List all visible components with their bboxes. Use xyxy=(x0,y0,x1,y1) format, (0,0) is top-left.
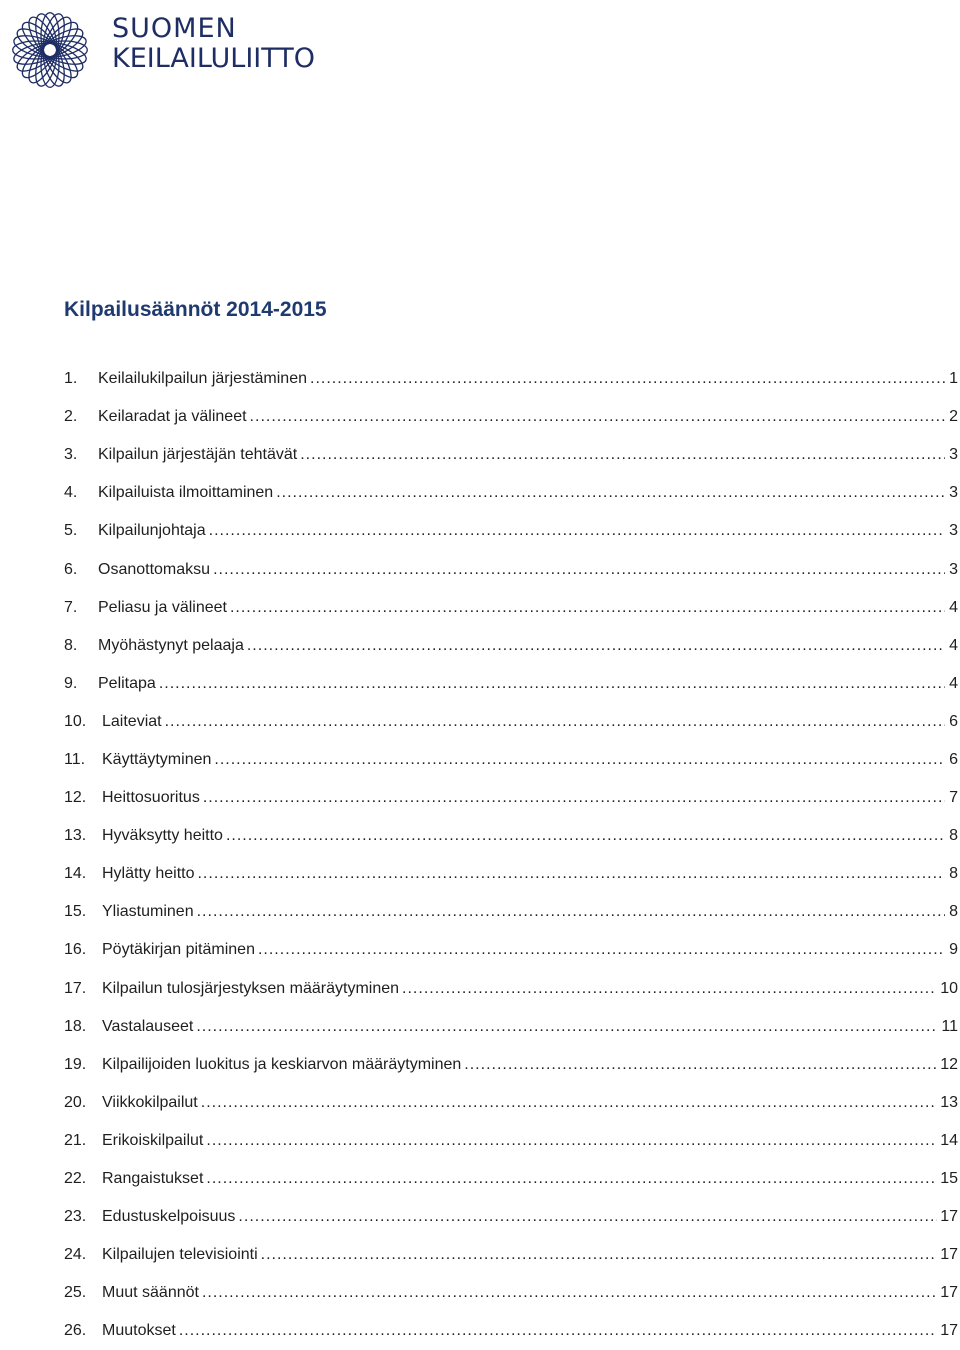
toc-entry[interactable] xyxy=(64,550,958,588)
toc-entry-page: 1 xyxy=(949,370,958,388)
federation-logo xyxy=(0,0,330,100)
toc-dot-leader xyxy=(214,751,945,769)
toc-entry-number: 11. xyxy=(64,750,86,768)
toc-entry-label: Viikkokilpailut xyxy=(102,1093,198,1111)
toc-entry-page: 15 xyxy=(940,1170,958,1188)
toc-entry-number: 15. xyxy=(64,903,87,921)
toc-dot-leader xyxy=(276,484,945,502)
toc-entry-page: 11 xyxy=(941,1017,958,1035)
toc-dot-leader xyxy=(300,446,945,464)
toc-dot-leader xyxy=(238,1208,937,1226)
toc-entry-number: 22. xyxy=(64,1170,87,1188)
toc-entry[interactable] xyxy=(64,360,958,398)
toc-entry-page: 6 xyxy=(949,750,958,768)
toc-entry-page: 17 xyxy=(940,1246,958,1264)
toc-entry-number: 20. xyxy=(64,1093,87,1111)
toc-entry-number: 12. xyxy=(64,789,87,807)
toc-entry-label: Kilpailunjohtaja xyxy=(98,522,206,540)
table-of-contents xyxy=(64,360,958,1350)
toc-entry[interactable] xyxy=(64,855,958,893)
toc-entry[interactable] xyxy=(64,589,958,627)
toc-dot-leader xyxy=(206,1170,937,1188)
toc-entry-label: Heittosuoritus xyxy=(102,789,200,807)
document-title: Kilpailusäännöt 2014-2015 xyxy=(64,298,327,321)
rosette-logo-icon xyxy=(0,0,100,100)
toc-entry-label: Pelitapa xyxy=(98,674,156,692)
toc-entry[interactable] xyxy=(64,1274,958,1312)
toc-entry[interactable] xyxy=(64,398,958,436)
toc-dot-leader xyxy=(226,827,945,845)
toc-entry-number: 10. xyxy=(64,712,87,730)
toc-entry-label: Peliasu ja välineet xyxy=(98,598,227,616)
toc-entry-number: 14. xyxy=(64,865,87,883)
toc-entry-number: 24. xyxy=(64,1246,87,1264)
toc-entry-page: 4 xyxy=(949,674,958,692)
toc-entry-page: 12 xyxy=(940,1055,958,1073)
toc-entry[interactable] xyxy=(64,665,958,703)
toc-entry-label: Pöytäkirjan pitäminen xyxy=(102,941,255,959)
toc-entry-label: Edustuskelpoisuus xyxy=(102,1208,236,1226)
toc-entry[interactable] xyxy=(64,1084,958,1122)
toc-entry[interactable] xyxy=(64,1122,958,1160)
toc-dot-leader xyxy=(247,637,945,655)
toc-entry[interactable] xyxy=(64,741,958,779)
toc-dot-leader xyxy=(464,1056,937,1074)
toc-dot-leader xyxy=(197,903,945,921)
toc-entry-label: Kilpailun tulosjärjestyksen määräytyminen xyxy=(102,979,400,997)
toc-entry[interactable] xyxy=(64,703,958,741)
toc-entry-label: Kilpailuista ilmoittaminen xyxy=(98,484,274,502)
toc-entry[interactable] xyxy=(64,512,958,550)
toc-dot-leader xyxy=(165,713,945,731)
toc-entry-label: Laiteviat xyxy=(102,712,162,730)
toc-entry-number: 7. xyxy=(64,598,78,616)
toc-entry[interactable] xyxy=(64,893,958,931)
toc-dot-leader xyxy=(213,561,945,579)
toc-dot-leader xyxy=(197,865,945,883)
toc-entry-label: Muutokset xyxy=(102,1322,176,1340)
toc-entry[interactable] xyxy=(64,1046,958,1084)
toc-entry-page: 3 xyxy=(949,560,958,578)
toc-entry-number: 25. xyxy=(64,1284,87,1302)
toc-entry-number: 5. xyxy=(64,522,78,540)
toc-entry-number: 2. xyxy=(64,408,78,426)
toc-entry-page: 3 xyxy=(949,522,958,540)
toc-entry-label: Osanottomaksu xyxy=(98,560,211,578)
toc-entry-number: 1. xyxy=(64,370,78,388)
toc-entry-number: 17. xyxy=(64,979,87,997)
toc-entry-label: Hylätty heitto xyxy=(102,865,195,883)
toc-entry-page: 8 xyxy=(949,865,958,883)
toc-entry-page: 3 xyxy=(949,446,958,464)
toc-entry-number: 21. xyxy=(64,1131,87,1149)
toc-entry-number: 19. xyxy=(64,1055,87,1073)
toc-entry-label: Myöhästynyt pelaaja xyxy=(98,636,244,654)
toc-entry[interactable] xyxy=(64,474,958,512)
toc-dot-leader xyxy=(196,1018,938,1036)
toc-entry-label: Muut säännöt xyxy=(102,1284,199,1302)
toc-dot-leader xyxy=(179,1322,937,1340)
toc-dot-leader xyxy=(258,941,945,959)
toc-entry-label: Kilpailijoiden luokitus ja keskiarvon määräytyminen xyxy=(102,1055,462,1073)
toc-entry[interactable] xyxy=(64,817,958,855)
toc-entry-label: Kilpailujen televisiointi xyxy=(102,1246,258,1264)
toc-dot-leader xyxy=(310,370,945,388)
toc-entry[interactable] xyxy=(64,1236,958,1274)
toc-entry-label: Käyttäytyminen xyxy=(102,750,212,768)
toc-entry[interactable] xyxy=(64,779,958,817)
toc-entry[interactable] xyxy=(64,1008,958,1046)
toc-entry[interactable] xyxy=(64,1312,958,1350)
toc-entry-number: 8. xyxy=(64,636,78,654)
toc-entry[interactable] xyxy=(64,931,958,969)
toc-entry-page: 17 xyxy=(940,1322,958,1340)
toc-entry-page: 17 xyxy=(940,1284,958,1302)
toc-entry-page: 4 xyxy=(949,636,958,654)
toc-entry-page: 14 xyxy=(940,1131,958,1149)
toc-entry-page: 7 xyxy=(949,789,958,807)
toc-entry-number: 6. xyxy=(64,560,78,578)
toc-dot-leader xyxy=(206,1132,937,1150)
toc-entry-page: 4 xyxy=(949,598,958,616)
toc-dot-leader xyxy=(250,408,945,426)
toc-entry-page: 2 xyxy=(949,408,958,426)
toc-dot-leader xyxy=(159,675,945,693)
toc-entry-page: 10 xyxy=(940,979,958,997)
toc-entry-page: 8 xyxy=(949,903,958,921)
toc-dot-leader xyxy=(402,980,937,998)
toc-dot-leader xyxy=(201,1094,937,1112)
toc-entry[interactable] xyxy=(64,1160,958,1198)
toc-entry-number: 16. xyxy=(64,941,87,959)
toc-entry-label: Vastalauseet xyxy=(102,1017,194,1035)
toc-entry-page: 13 xyxy=(940,1093,958,1111)
toc-dot-leader xyxy=(230,599,945,617)
toc-entry-page: 9 xyxy=(949,941,958,959)
toc-entry[interactable] xyxy=(64,1198,958,1236)
toc-dot-leader xyxy=(209,522,945,540)
logo-line1: SUOMEN xyxy=(112,13,237,44)
toc-entry-label: Kilpailun järjestäjän tehtävät xyxy=(98,446,298,464)
toc-entry-number: 4. xyxy=(64,484,78,502)
toc-entry[interactable] xyxy=(64,970,958,1008)
toc-entry-label: Yliastuminen xyxy=(102,903,194,921)
toc-entry[interactable] xyxy=(64,436,958,474)
toc-entry-page: 17 xyxy=(940,1208,958,1226)
toc-entry-number: 23. xyxy=(64,1208,87,1226)
toc-entry-number: 9. xyxy=(64,674,78,692)
toc-entry-label: Keilaradat ja välineet xyxy=(98,408,247,426)
toc-entry-label: Erikoiskilpailut xyxy=(102,1131,204,1149)
toc-dot-leader xyxy=(202,1284,937,1302)
logo-line2: KEILAILULIITTO xyxy=(112,43,316,74)
toc-dot-leader xyxy=(203,789,945,807)
toc-entry[interactable] xyxy=(64,627,958,665)
toc-entry-label: Hyväksytty heitto xyxy=(102,827,223,845)
toc-entry-label: Keilailukilpailun järjestäminen xyxy=(98,370,307,388)
toc-entry-page: 6 xyxy=(949,712,958,730)
toc-entry-number: 3. xyxy=(64,446,78,464)
logo-wordmark xyxy=(112,14,315,74)
toc-entry-label: Rangaistukset xyxy=(102,1170,204,1188)
toc-entry-number: 13. xyxy=(64,827,87,845)
toc-entry-page: 3 xyxy=(949,484,958,502)
toc-entry-number: 18. xyxy=(64,1017,87,1035)
toc-entry-number: 26. xyxy=(64,1322,87,1340)
toc-entry-page: 8 xyxy=(949,827,958,845)
toc-dot-leader xyxy=(261,1246,938,1264)
